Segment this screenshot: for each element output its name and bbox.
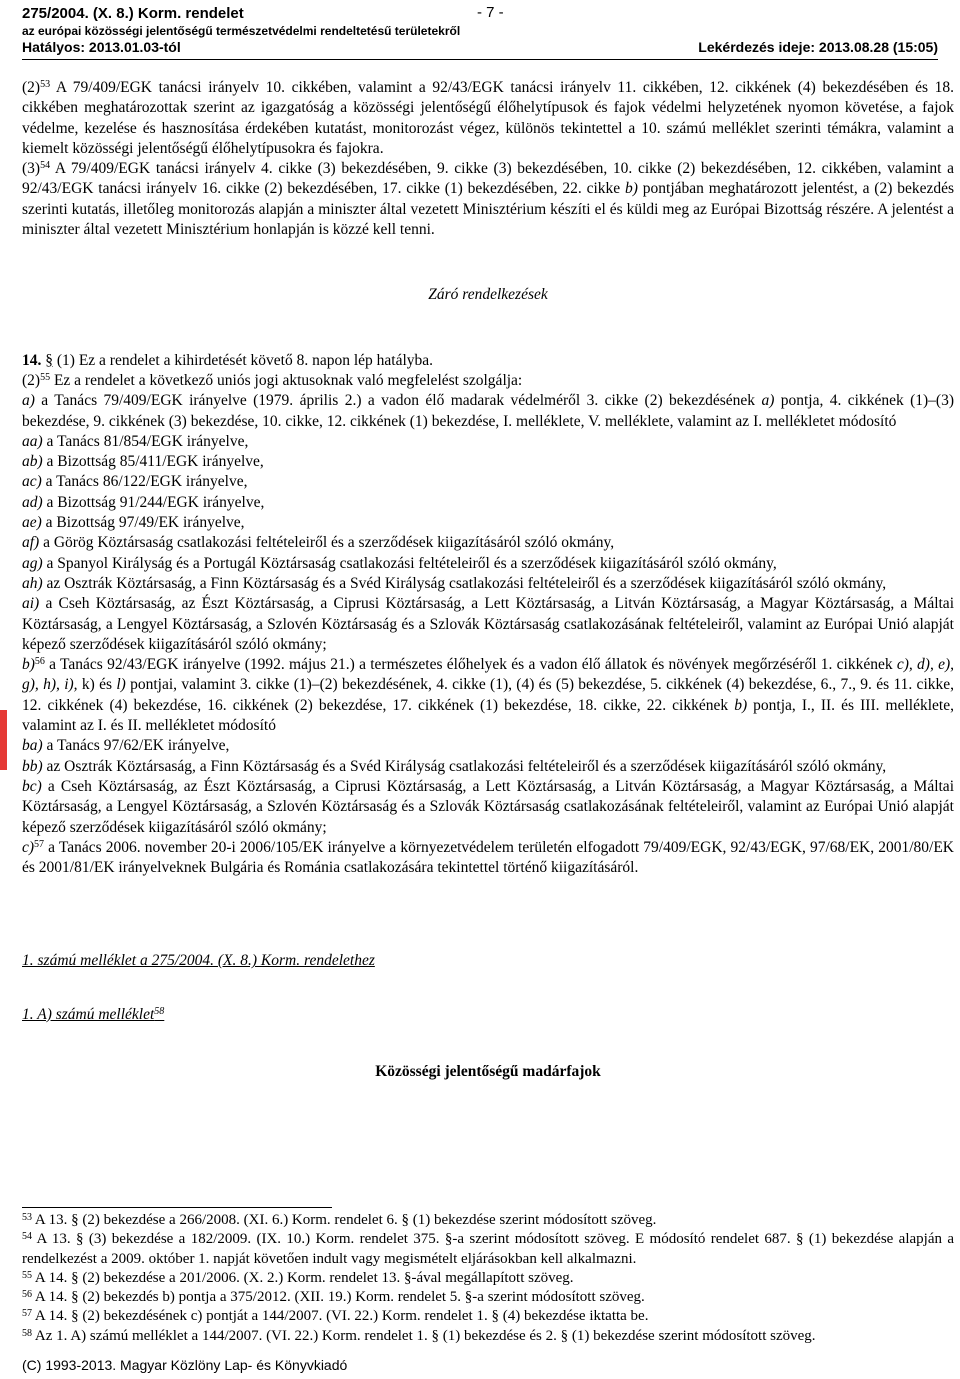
page-footer: (C) 1993-2013. Magyar Közlöny Lap- és Könyvkiadó [22, 1357, 348, 1373]
footnote-ref[interactable]: 55 [40, 371, 51, 383]
footnote-number: 56 [22, 1289, 32, 1301]
page-number: - 7 - [477, 4, 504, 21]
subpoint-item: ba) a Tanács 97/62/EK irányelve, [22, 737, 230, 755]
doc-id: 275/2004. (X. 8.) Korm. rendelet [22, 5, 244, 22]
paragraph-13-3: $(3)^{54}$ A 79/409/EGK tanácsi irányelv 4. cikke (3) bekezdésében, 9. cikke (3) bekezdésében, 10. cikke (2) bekezdésében, 12. cikkében, valamint a 92/43/EGK tanácsi irányelv 16. cikke (2) bekezdésében, 17. cikke (1) bekezdésében, 22. cikke b) pontjában meghatározott jelentést, a (2) bekezdés szerinti kutatás, illetőleg monitorozás alapján a miniszter által vezetett Minisztérium készíti el és küldi meg az Európai Bizottság részére. A jelentést a miniszter által vezetett Minisztérium honlapján is közzé kell tenni. [22, 160, 954, 239]
subpoints-a [22, 432, 954, 655]
subpoint-item: ah) az Osztrák Köztársaság, a Finn Köztársaság és a Svéd Királyság csatlakozási feltételeiről és a szerződések kiigazításáról szóló okmány, [22, 574, 887, 592]
footnote-number: 57 [22, 1308, 32, 1320]
valid-from: Hatályos: 2013.01.03-tól [22, 39, 181, 55]
footnote-number: 55 [22, 1269, 32, 1281]
footnote-ref[interactable]: 53 [40, 79, 51, 90]
footnote-number: 58 [22, 1327, 32, 1339]
subpoint-item: af) a Görög Köztársaság csatlakozási feltételeiről és a szerződések kiigazításáról szóló okmány, [22, 534, 615, 552]
footnote-item: $^{55}$ A 14. § (2) bekezdése a 201/2006. (X. 2.) Korm. rendelet 13. §-ával megállapított szöveg. [22, 1269, 574, 1286]
paragraph-14-2: $(2)^{55}$ Ez a rendelet a következő uniós jogi aktusoknak való megfelelést szolgálja: [22, 371, 523, 389]
subpoint-item: aa) a Tanács 81/854/EGK irányelve, [22, 432, 249, 450]
footnote-number: 53 [22, 1212, 32, 1223]
header-rule [22, 59, 938, 60]
subpoint-item: bb) az Osztrák Köztársaság, a Finn Köztársaság és a Svéd Királyság csatlakozási feltételeiről és a szerződések kiigazításáról szóló okmány, [22, 757, 887, 775]
footnote-item: $^{54}$ A 13. § (3) bekezdése a 182/2009. (IX. 10.) Korm. rendelet 375. §-a szerint módosított szöveg. E módosító rendelet 687. § (1) bekezdése alapján a rendelkezést a 2009. október 1. napját követően indult vagy megismételt eljárásokban kell alkalmazni. [22, 1231, 954, 1267]
section-title: Záró rendelkezések [428, 286, 548, 304]
subpoint-item: ac) a Tanács 86/122/EGK irányelve, [22, 473, 248, 491]
subpoint-item: ab) a Bizottság 85/411/EGK irányelve, [22, 453, 264, 471]
annex-title[interactable]: 1. számú melléklet a 275/2004. (X. 8.) Korm. rendelethez [22, 952, 375, 970]
footnote-ref[interactable]: 54 [40, 160, 51, 172]
point-b: b)$^{56}$ a Tanács 92/43/EGK irányelve (1992. május 21.) a természetes élőhelyek és a vadon élő állatok és növények megőrzéséről 1. cikkének c), d), e), g), h), i), k) és l) pontjai, valamint 3. cikke (1)–(2) bekezdésének, 4. cikke (1), (4) és (5) bekezdése, 5. cikkének (4) bekezdése, 6., 7., 9. és 11. cikke, 12. cikkének (4) bekezdése, 16. cikkének (2) bekezdése, 17. cikkének (1) bekezdése, 18. cikke, 22. cikkének b) pontja, I., II. és III. melléklete, valamint az I. és II. mellékletet módosító [22, 656, 954, 735]
subpoint-item: ae) a Bizottság 97/49/EK irányelve, [22, 514, 245, 532]
query-time: Lekérdezés ideje: 2013.08.28 (15:05) [698, 39, 938, 55]
footnote-ref[interactable]: 57 [34, 838, 45, 850]
document-body [22, 78, 954, 1082]
point-a: a) a Tanács 79/409/EGK irányelve (1979. április 2.) a vadon élő madarak védelméről 3. cikke (2) bekezdésének a) pontja, 4. cikkének (1)–(3) bekezdése, 9. cikkének (3) bekezdése, 10. cikke, 12. cikkének (1) bekezdése, I. melléklete, V. melléklete, valamint az I. mellékletet módosító [22, 392, 954, 430]
annex-subtitle[interactable]: 1. A) számú melléklet$^{58}$ [22, 1005, 165, 1023]
footnote-ref[interactable]: 58 [154, 1005, 165, 1017]
subpoint-item: ag) a Spanyol Királyság és a Portugál Köztársaság csatlakozási feltételeiről és a szerződések kiigazításáról szóló okmány, [22, 554, 777, 572]
footnote-item: $^{53}$ A 13. § (2) bekezdése a 266/2008. (XI. 6.) Korm. rendelet 6. § (1) bekezdése szerint módosított szöveg. [22, 1212, 657, 1228]
point-c: c)$^{57}$ a Tanács 2006. november 20-i 2006/105/EK irányelve a környezetvédelem területén elfogadott 79/409/EGK, 92/43/EGK, 97/68/EK, 2001/80/EK és 2001/81/EK irányelveknek Bulgária és Románia csatlakozására tekintettel történő kiigazításáról. [22, 838, 954, 877]
footnotes [22, 1211, 954, 1346]
doc-subtitle: az európai közösségi jelentőségű természetvédelmi rendeltetésű területekről [22, 24, 461, 38]
footnote-ref[interactable]: 56 [34, 656, 45, 668]
subpoint-item: bc) a Cseh Köztársaság, az Észt Köztársaság, a Ciprusi Köztársaság, a Lett Köztársaság, a Litván Köztársaság, a Magyar Köztársaság, a Máltai Köztársaság, a Lengyel Köztársaság, a Szlovén Köztársaság és a Szlovák Köztársaság csatlakozásának feltételeiről, valamint az Európai Unió alapját képező szerződések kiigazításáról szóló okmány; [22, 777, 954, 836]
subpoint-item: ad) a Bizottság 91/244/EGK irányelve, [22, 493, 265, 511]
annex-heading: Közösségi jelentőségű madárfajok [375, 1062, 601, 1080]
paragraph-13-2: $(2)^{53}$ A 79/409/EGK tanácsi irányelv 10. cikkében, valamint a 92/43/EGK tanácsi irányelv 11. cikkében, 12. cikkének (4) bekezdésében és 18. cikkében meghatározottak szerint az igazgatóság a közösségi jelentőségű élőhelytípusok és fajok védelmi helyzetének nyomon követése, a fajok védelme, kezelése és hasznosítása érdekében kutatást, monitorozást végez, különös tekintettel a 10. számú melléklet szerinti témákra, valamint a kiemelt közösségi jelentőségű élőhelytípusokra és fajokra. [22, 79, 954, 157]
footnote-number: 54 [22, 1231, 32, 1243]
footnote-rule [22, 1207, 332, 1208]
subpoints-b [22, 736, 954, 837]
footnote-item: $^{57}$ A 14. § (2) bekezdésének c) pontját a 144/2007. (VI. 22.) Korm. rendelet 1. § (4) bekezdése iktatta be. [22, 1308, 649, 1325]
footnote-item: $^{58}$ Az 1. A) számú melléklet a 144/2007. (VI. 22.) Korm. rendelet 1. § (1) bekezdése és 2. § (1) bekezdése szerint módosított szöveg. [22, 1327, 816, 1344]
subpoint-item: ai) a Cseh Köztársaság, az Észt Köztársaság, a Ciprusi Köztársaság, a Lett Köztársaság, a Litván Köztársaság, a Magyar Köztársaság, a Máltai Köztársaság, a Lengyel Köztársaság, a Szlovén Köztársaság és a Szlovák Köztársaság csatlakozásának feltételeiről, valamint az Európai Unió alapját képező szerződések kiigazításáról szóló okmány; [22, 595, 954, 653]
footnote-item: $^{56}$ A 14. § (2) bekezdés b) pontja a 375/2012. (XII. 19.) Korm. rendelet 5. §-a szerint módosított szöveg. [22, 1289, 645, 1306]
revision-marker [0, 710, 7, 770]
paragraph-14-1: 14. § (1) Ez a rendelet a kihirdetését követő 8. napon lép hatályba. [22, 351, 434, 369]
page-header [22, 4, 938, 56]
